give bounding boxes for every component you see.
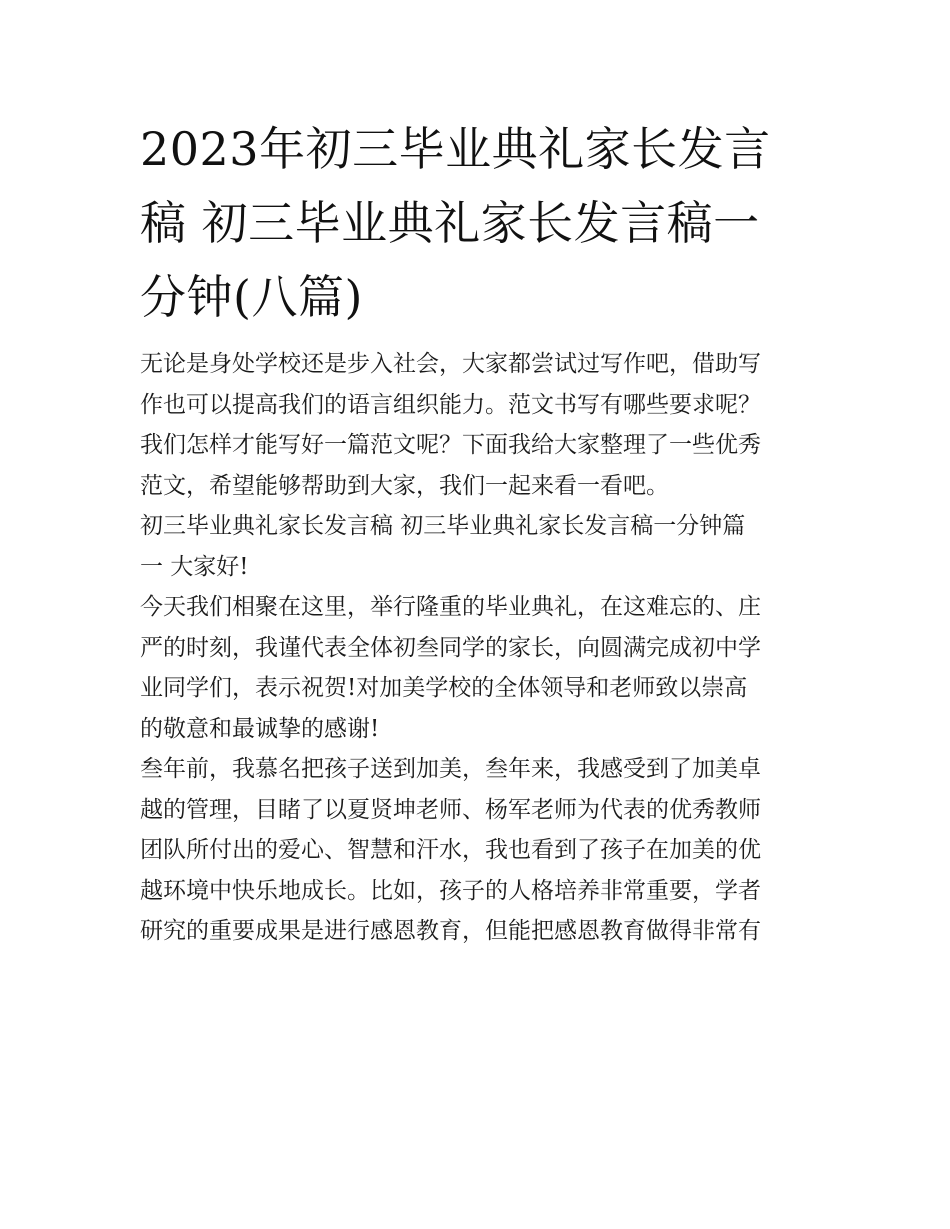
document-title [140, 112, 812, 334]
title-line: 2023年初三毕业典礼家长发言 [140, 122, 771, 176]
text-line: 严的时刻，我谨代表全体初叁同学的家长，向圆满完成初中学 [140, 634, 761, 661]
intro-paragraph [140, 344, 812, 506]
text-line: 一 大家好! [140, 553, 249, 580]
text-line: 越环境中快乐地成长。比如，孩子的人格培养非常重要，学者 [140, 877, 761, 904]
title-line: 稿 初三毕业典礼家长发言稿一 [140, 196, 760, 250]
text-line: 无论是身处学校还是步入社会，大家都尝试过写作吧，借助写 [140, 351, 761, 377]
body-paragraph [140, 587, 812, 749]
text-line: 越的管理，目睹了以夏贤坤老师、杨军老师为代表的优秀教师 [140, 796, 761, 823]
section-heading-paragraph [140, 506, 812, 587]
text-line: 业同学们，表示祝贺!对加美学校的全体领导和老师致以崇高 [140, 675, 748, 701]
body-paragraph [140, 749, 812, 952]
document-content [140, 112, 812, 952]
text-line: 研究的重要成果是进行感恩教育，但能把感恩教育做得非常有 [140, 918, 761, 944]
document-body [140, 344, 812, 952]
text-line: 初三毕业典礼家长发言稿 初三毕业典礼家长发言稿一分钟篇 [140, 513, 746, 539]
title-line: 分钟(八篇) [140, 270, 363, 324]
text-line: 的敬意和最诚挚的感谢! [140, 715, 380, 742]
text-line: 范文，希望能够帮助到大家，我们一起来看一看吧。 [140, 472, 669, 499]
text-line: 今天我们相聚在这里，举行隆重的毕业典礼，在这难忘的、庄 [140, 594, 761, 620]
text-line: 叁年前，我慕名把孩子送到加美，叁年来，我感受到了加美卓 [140, 756, 761, 782]
text-line: 作也可以提高我们的语言组织能力。范文书写有哪些要求呢？ [140, 391, 761, 418]
text-line: 我们怎样才能写好一篇范文呢？下面我给大家整理了一些优秀 [140, 432, 761, 458]
text-line: 团队所付出的爱心、智慧和汗水，我也看到了孩子在加美的优 [140, 837, 761, 863]
